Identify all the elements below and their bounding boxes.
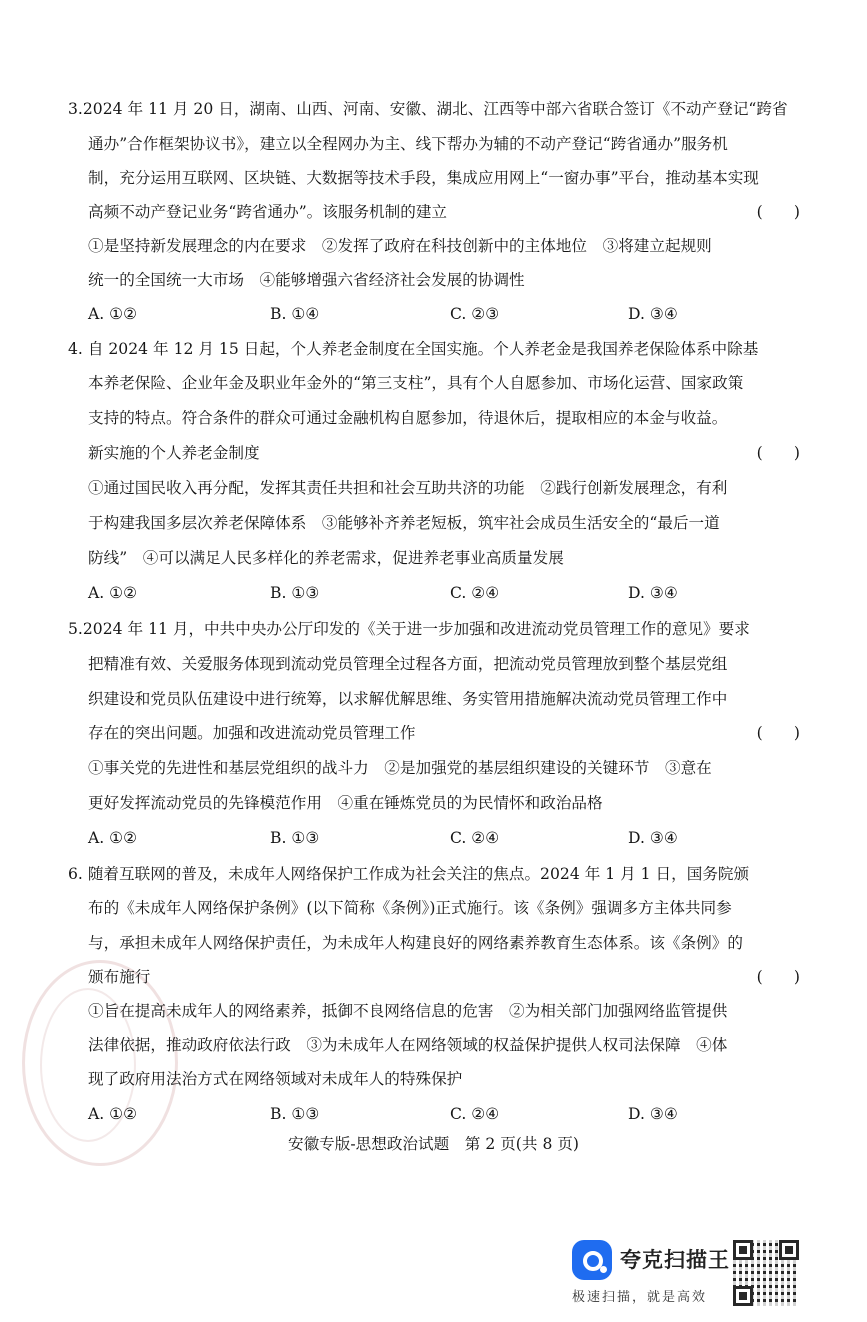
q5-option-c: C. ②④ [450, 829, 500, 847]
qr-finder-top-left [733, 1240, 753, 1260]
q6-line-6: 法律依据，推动政府依法行政 ③为未成年人在网络领域的权益保护提供人权司法保障 ④体 [88, 1036, 728, 1054]
q4-option-d: D. ③④ [628, 584, 678, 602]
q5-line-3: 织建设和党员队伍建设中进行统筹，以求解优解思维、务实管用措施解决流动党员管理工作中 [88, 690, 728, 708]
qr-finder-top-right [779, 1240, 799, 1260]
q6-line-4 [88, 964, 800, 990]
q6-line-3: 与，承担未成年人网络保护责任，为未成年人构建良好的网络素养教育生态体系。该《条例》的 [88, 934, 743, 952]
q3-option-b: B. ①④ [270, 305, 320, 323]
q5-answer-paren: ( ) [756, 724, 800, 742]
q6-line-1: 6. 随着互联网的普及，未成年人网络保护工作成为社会关注的焦点。2024 年 1 月 1 日，国务院颁 [68, 865, 750, 883]
q6-option-c: C. ②④ [450, 1105, 500, 1123]
q3-option-a: A. ①② [88, 305, 138, 323]
q4-option-b: B. ①③ [270, 584, 320, 602]
q6-option-a: A. ①② [88, 1105, 138, 1123]
q3-line-2: 通办”合作框架协议书》，建立以全程网办为主、线下帮办为辅的不动产登记“跨省通办”服务机 [88, 135, 728, 153]
scanner-logo-icon [572, 1240, 612, 1280]
q4-line-5: ①通过国民收入再分配，发挥其责任共担和社会互助共济的功能 ②践行创新发展理念，有利 [88, 479, 728, 497]
q4-line-3: 支持的特点。符合条件的群众可通过金融机构自愿参加，待退休后，提取相应的本金与收益。 [88, 409, 728, 427]
q4-option-c: C. ②④ [450, 584, 500, 602]
q6-line-7: 现了政府用法治方式在网络领域对未成年人的特殊保护 [88, 1070, 463, 1088]
q6-option-b: B. ①③ [270, 1105, 320, 1123]
q4-answer-paren: ( ) [756, 444, 800, 462]
q3-options [88, 301, 800, 327]
q6-line-2: 布的《未成年人网络保护条例》(以下简称《条例》)正式施行。该《条例》强调多方主体共同参 [88, 899, 732, 917]
q3-option-d: D. ③④ [628, 305, 678, 323]
qr-finder-bottom-left [733, 1286, 753, 1306]
q4-line-4 [88, 440, 800, 466]
q3-answer-paren: ( ) [756, 203, 800, 221]
q6-answer-paren: ( ) [756, 968, 800, 986]
q5-stem-end: 存在的突出问题。加强和改进流动党员管理工作 [88, 724, 416, 742]
q3-line-5: ①是坚持新发展理念的内在要求 ②发挥了政府在科技创新中的主体地位 ③将建立起规则 [88, 237, 712, 255]
q3-line-4 [88, 199, 800, 225]
qr-code-icon [733, 1240, 799, 1306]
q4-line-1: 4. 自 2024 年 12 月 15 日起，个人养老金制度在全国实施。个人养老金是我国养老保险体系中除基 [68, 340, 759, 358]
q3-option-c: C. ②③ [450, 305, 500, 323]
q4-option-a: A. ①② [88, 584, 138, 602]
q3-line-3: 制，充分运用互联网、区块链、大数据等技术手段，集成应用网上“一窗办事”平台，推动基本实现 [88, 169, 759, 187]
q5-line-5: ①事关党的先进性和基层党组织的战斗力 ②是加强党的基层组织建设的关键环节 ③意在 [88, 759, 712, 777]
q6-option-d: D. ③④ [628, 1105, 678, 1123]
q3-line-1: 3.2024 年 11 月 20 日，湖南、山西、河南、安徽、湖北、江西等中部六省联合签订《不动产登记“跨省 [68, 100, 788, 118]
q5-options [88, 825, 800, 851]
q5-line-2: 把精准有效、关爱服务体现到流动党员管理全过程各方面，把流动党员管理放到整个基层党组 [88, 655, 728, 673]
q4-stem-end: 新实施的个人养老金制度 [88, 444, 260, 462]
q6-options [88, 1101, 800, 1127]
q4-line-6: 于构建我国多层次养老保障体系 ③能够补齐养老短板，筑牢社会成员生活安全的“最后一道 [88, 514, 720, 532]
scanner-app-name: 夸克扫描王 [620, 1248, 730, 1272]
q3-line-6: 统一的全国统一大市场 ④能够增强六省经济社会发展的协调性 [88, 271, 525, 289]
q5-option-a: A. ①② [88, 829, 138, 847]
q5-line-1: 5.2024 年 11 月，中共中央办公厅印发的《关于进一步加强和改进流动党员管理工作的意见》要求 [68, 620, 750, 638]
q4-line-7: 防线” ④可以满足人民多样化的养老需求，促进养老事业高质量发展 [88, 549, 564, 567]
q4-line-2: 本养老保险、企业年金及职业年金外的“第三支柱”，具有个人自愿参加、市场化运营、国家政策 [88, 374, 744, 392]
q3-stem-end: 高频不动产登记业务“跨省通办”。该服务机制的建立 [88, 203, 448, 221]
q6-line-5: ①旨在提高未成年人的网络素养，抵御不良网络信息的危害 ②为相关部门加强网络监管提供 [88, 1002, 728, 1020]
q5-option-b: B. ①③ [270, 829, 320, 847]
page-footer: 安徽专版-思想政治试题 第 2 页(共 8 页) [287, 1135, 579, 1153]
q5-option-d: D. ③④ [628, 829, 678, 847]
scanner-logo [572, 1240, 730, 1310]
scanner-logo-dot [600, 1266, 607, 1273]
q6-stem-end: 颁布施行 [88, 968, 151, 986]
scanner-slogan: 极速扫描，就是高效 [572, 1290, 708, 1305]
q5-line-6: 更好发挥流动党员的先锋模范作用 ④重在锤炼党员的为民情怀和政治品格 [88, 794, 603, 812]
q5-line-4 [88, 720, 800, 746]
q4-options [88, 580, 800, 606]
